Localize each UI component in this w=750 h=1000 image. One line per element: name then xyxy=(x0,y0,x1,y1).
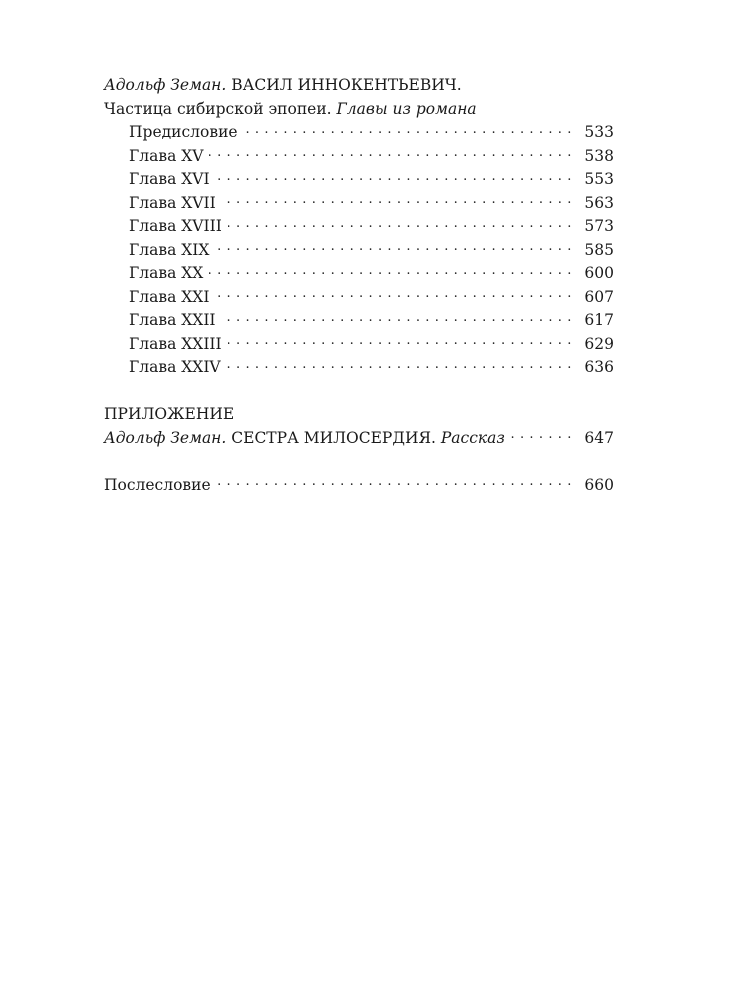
leader-dots xyxy=(209,147,572,161)
leader-dots xyxy=(511,429,572,443)
toc-entry-label: Предисловие xyxy=(129,123,238,141)
leader-dots xyxy=(216,170,572,184)
toc-entry xyxy=(104,239,614,263)
toc-entry-label: Глава XX xyxy=(129,264,204,282)
leader-dots xyxy=(209,264,572,278)
toc-entry xyxy=(104,309,614,333)
section-subtitle-note: Главы из романа xyxy=(336,99,477,118)
toc-entry-page: 573 xyxy=(584,217,614,235)
leader-dots xyxy=(228,335,572,349)
appendix-genre: Рассказ xyxy=(440,428,505,447)
toc-entry-label: Глава XVIII xyxy=(129,217,222,235)
spacer xyxy=(104,380,614,404)
leader-dots xyxy=(215,241,572,255)
toc-entry-page: 538 xyxy=(584,146,614,165)
toc-entry-label: Глава XXII xyxy=(129,311,216,329)
table-of-contents xyxy=(104,74,614,497)
leader-dots xyxy=(227,358,572,372)
toc-entry-page: 585 xyxy=(584,240,614,259)
toc-entry xyxy=(104,168,614,192)
toc-entry xyxy=(104,333,614,357)
toc-entry xyxy=(104,356,614,380)
toc-entry-label: Глава XXI xyxy=(129,287,210,306)
toc-entry xyxy=(104,215,614,239)
toc-entry-label: Глава XVI xyxy=(129,170,210,188)
toc-entry xyxy=(104,192,614,216)
toc-entry-page: 607 xyxy=(584,287,614,306)
appendix-entry-label xyxy=(104,427,505,451)
toc-entry-page: 563 xyxy=(584,193,614,212)
section-title: ВАСИЛ ИННОКЕНТЬЕВИЧ. xyxy=(231,76,462,94)
toc-entry-label: Глава XXIII xyxy=(129,334,222,353)
toc-entry-page: 636 xyxy=(584,358,614,376)
leader-dots xyxy=(228,217,572,231)
leader-dots xyxy=(244,123,572,137)
toc-entry xyxy=(104,286,614,310)
section-subtitle-line xyxy=(104,98,614,122)
appendix-page: 647 xyxy=(584,428,614,447)
toc-entry-label: Глава XVII xyxy=(129,193,216,212)
section-author: Адольф Земан. xyxy=(104,76,227,94)
spacer xyxy=(104,450,614,474)
toc-entry-label: Глава XV xyxy=(129,146,204,165)
chapter-list xyxy=(104,121,614,380)
afterword-label: Послесловие xyxy=(104,475,211,494)
section-subtitle: Частица сибирской эпопеи. xyxy=(104,99,332,118)
toc-entry-page: 533 xyxy=(584,123,614,141)
toc-entry-page: 553 xyxy=(584,170,614,188)
leader-dots xyxy=(217,476,572,490)
toc-entry xyxy=(104,262,614,286)
toc-entry-page: 600 xyxy=(584,264,614,282)
appendix-title: СЕСТРА МИЛОСЕРДИЯ. xyxy=(231,428,436,447)
section-header-line xyxy=(104,74,614,98)
appendix-author: Адольф Земан. xyxy=(104,428,227,447)
leader-dots xyxy=(215,288,572,302)
toc-entry-page: 629 xyxy=(584,334,614,353)
toc-entry-label: Глава XXIV xyxy=(129,358,221,376)
leader-dots xyxy=(222,194,572,208)
toc-entry xyxy=(104,145,614,169)
appendix-entry xyxy=(104,427,614,451)
leader-dots xyxy=(222,311,572,325)
toc-entry xyxy=(104,121,614,145)
toc-entry-page: 617 xyxy=(584,311,614,329)
afterword-entry xyxy=(104,474,614,498)
toc-entry-label: Глава XIX xyxy=(129,240,210,259)
afterword-page: 660 xyxy=(584,475,614,494)
appendix-heading: ПРИЛОЖЕНИЕ xyxy=(104,405,235,423)
